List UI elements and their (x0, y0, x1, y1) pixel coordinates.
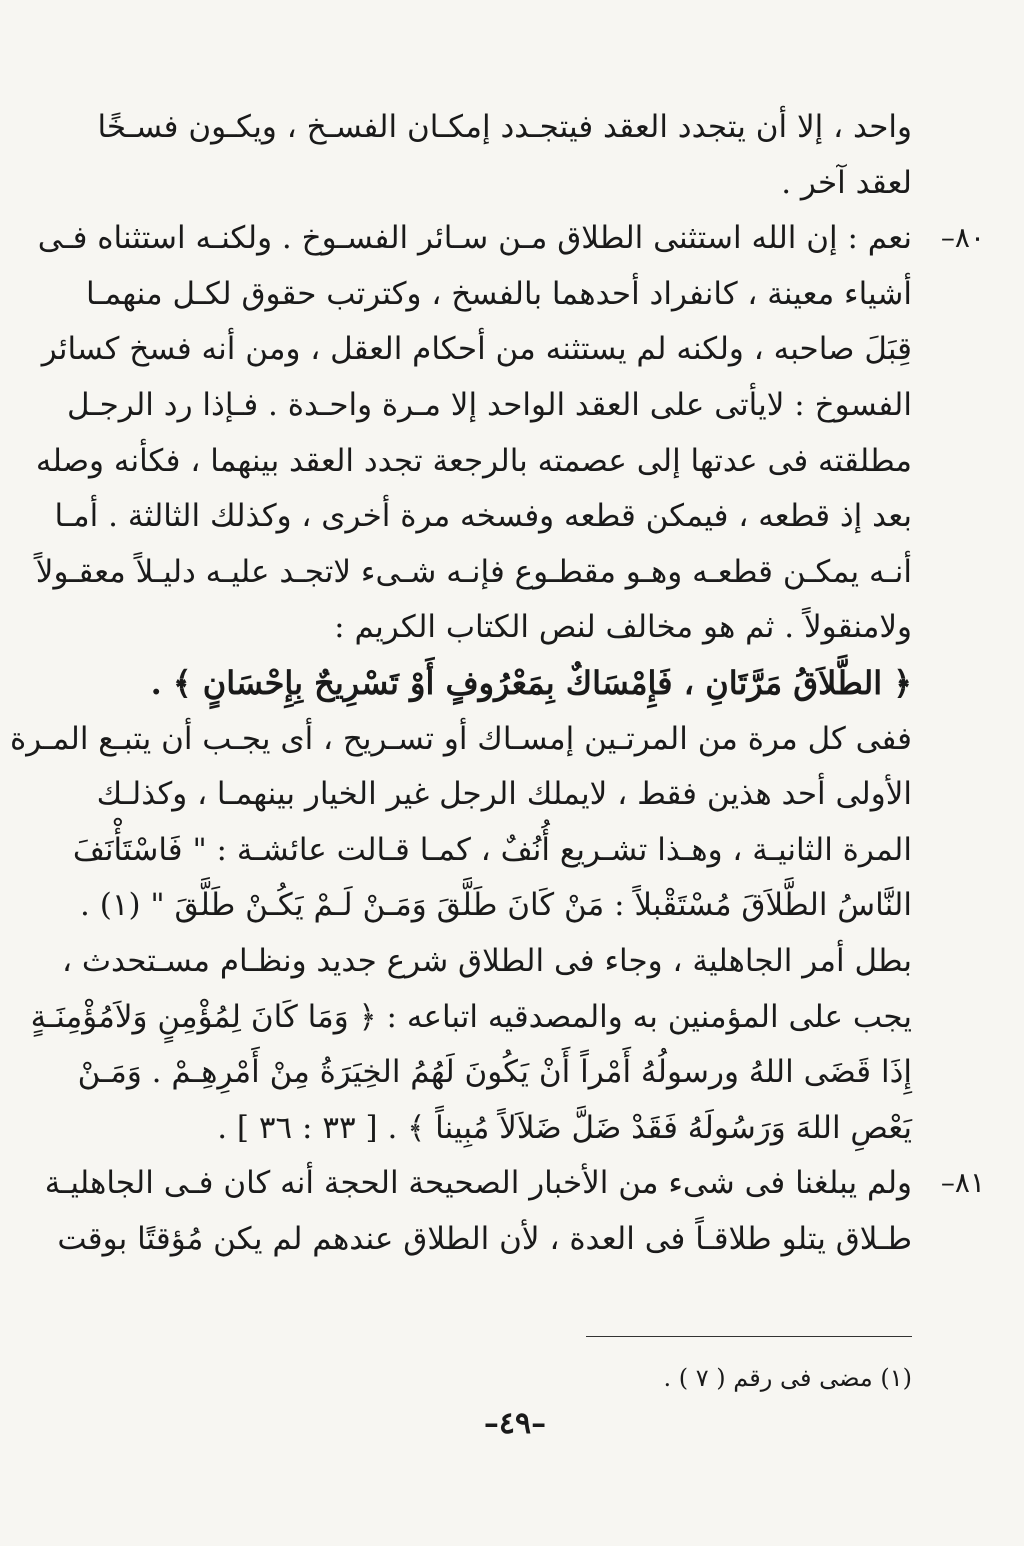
text-line: ولامنقولاً . ثم هو مخالف لنص الكتاب الكريم : (334, 609, 912, 646)
footnote-divider (586, 1336, 912, 1337)
text-line: إِذَا قَضَى اللهُ ورسولُهُ أَمْراً أَنْ يَكُونَ لَهُمُ الخِيَرَةُ مِنْ أَمْرِهِـمْ . وَمَـنْ (77, 1054, 912, 1091)
text-line: بعد إذ قطعه ، فيمكن قطعه وفسخه مرة أخرى ، وكذلك الثالثة . أمـا (54, 498, 912, 535)
text-line: ففى كل مرة من المرتـين إمسـاك أو تسـريح ، أى يجـب أن يتبـع المـرة (10, 720, 912, 757)
text-line: الفسوخ : لايأتى على العقد الواحد إلا مـرة واحـدة . فـإذا رد الرجـل (67, 387, 912, 423)
text-line: الأولى أحد هذين فقط ، لايملك الرجل غير الخيار بينهمـا ، وكذلـك (96, 776, 912, 813)
text-line: نعم : إن الله استثنى الطلاق مـن سـائر الفسـوخ . ولكنـه استثناه فـى (37, 220, 912, 257)
text-line: لعقد آخر . (781, 164, 912, 201)
text-line: ولم يبلغنا فى شىء من الأخبار الصحيحة الحجة أنه كان فـى الجاهليـة (44, 1165, 912, 1202)
numbered-paragraph-line (44, 1154, 985, 1212)
text-line: أنـه يمكـن قطعـه وهـو مقطـوع فإنـه شـىء لاتجـد عليـه دليـلاً معقـولاً (35, 553, 912, 590)
text-line: بطل أمر الجاهلية ، وجاء فى الطلاق شرع جديد ونظـام مسـتحدث ، (61, 943, 912, 979)
numbered-paragraph-line (37, 209, 985, 267)
quran-verse-line: ﴿ الطَّلاَقُ مَرَّتَانِ ، فَإِمْسَاكٌ بِمَعْرُوفٍ أَوْ تَسْرِيحٌ بِإِحْسَانٍ ﴾ . (150, 664, 912, 702)
text-line: مطلقته فى عدتها إلى عصمته بالرجعة تجدد العقد بينهما ، فكأنه وصله (35, 442, 912, 479)
text-line: المرة الثانيـة ، وهـذا تشـريع أُنُفٌ ، كمـا قـالت عائشـة : " فَاسْتَأْنَفَ (72, 831, 912, 868)
text-line: أشياء معينة ، كانفراد أحدهما بالفسخ ، وكترتب حقوق لكـل منهمـا (85, 275, 912, 312)
text-line: يَعْصِ اللهَ وَرَسُولَهُ فَقَدْ ضَلَّ ضَلاَلاً مُبِيناً ﴾ . [ ٣٣ : ٣٦ ] . (217, 1109, 912, 1146)
paragraph-number: ٨١– (940, 1166, 985, 1200)
page-number: –٤٩– (483, 1406, 547, 1441)
text-line: النَّاسُ الطَّلاَقَ مُسْتَقْبلاً : مَنْ كَانَ طَلَّقَ وَمَـنْ لَـمْ يَكُـنْ طَلَّقَ " (١) . (80, 887, 912, 924)
text-line: طـلاق يتلو طلاقـاً فى العدة ، لأن الطلاق عندهم لم يكن مُؤقتًا بوقت (57, 1221, 912, 1257)
text-line: واحد ، إلا أن يتجدد العقد فيتجـدد إمكـان الفسـخ ، ويكـون فسـخًا (97, 109, 912, 145)
footnote: (١) مضى فى رقم ( ٧ ) . (663, 1364, 912, 1392)
text-line: يجب على المؤمنين به والمصدقيه اتباعه : ﴿ وَمَا كَانَ لِمُؤْمِنٍ وَلاَمُؤْمِنَـةٍ (30, 998, 912, 1035)
text-line: قِبَلَ صاحبه ، ولكنه لم يستثنه من أحكام العقل ، ومن أنه فسخ كسائر (41, 331, 912, 368)
paragraph-number: ٨٠– (940, 221, 985, 255)
